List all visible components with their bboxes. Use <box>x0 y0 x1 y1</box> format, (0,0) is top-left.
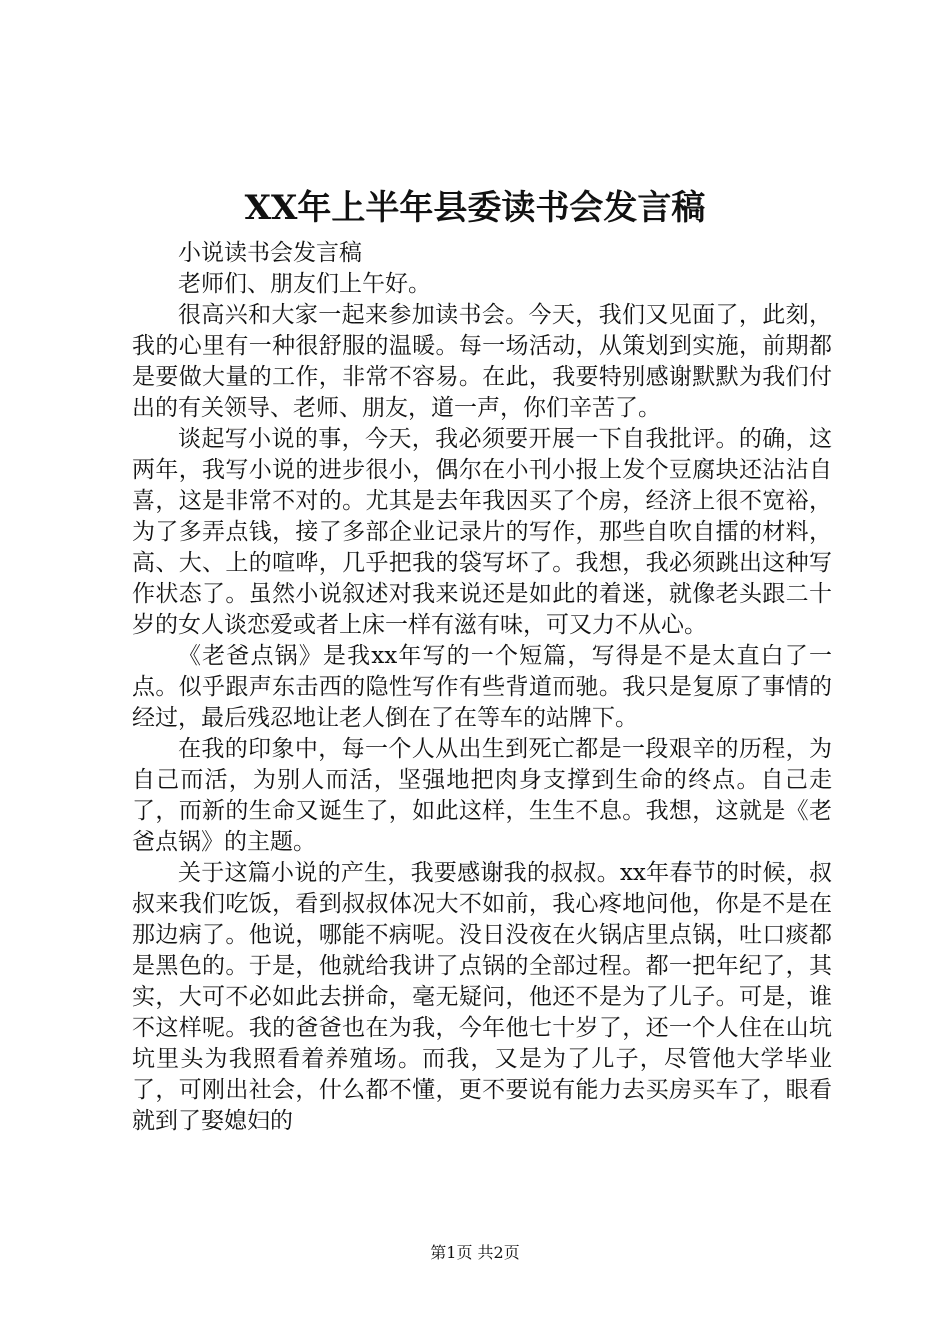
paragraph: 老师们、朋友们上午好。 <box>178 271 431 297</box>
paragraph: 《老爸点锅》是我xx年写的一个短篇，写得是不是太直白了一点。似乎跟声东击西的隐性写作有些背道而驰。我只是复原了事情的经过，最后残忍地让老人倒在了在等车的站牌下。 <box>132 643 832 731</box>
document-body <box>132 238 832 1137</box>
paragraph: 很高兴和大家一起来参加读书会。今天，我们又见面了，此刻，我的心里有一种很舒服的温暖。每一场活动，从策划到实施，前期都是要做大量的工作，非常不容易。在此，我要特别感谢默默为我们付出的有关领导、老师、朋友，道一声，你们辛苦了。 <box>132 302 832 421</box>
paragraph: 小说读书会发言稿 <box>178 240 362 266</box>
page-number-footer: 第1页 共2页 <box>430 1243 520 1262</box>
paragraph: 谈起写小说的事，今天，我必须要开展一下自我批评。的确，这两年，我写小说的进步很小，偶尔在小刊小报上发个豆腐块还沾沾自喜，这是非常不对的。尤其是去年我因买了个房，经济上很不宽裕，为了多弄点钱，接了多部企业记录片的写作，那些自吹自擂的材料，高、大、上的喧哗，几乎把我的袋写坏了。我想，我必须跳出这种写作状态了。虽然小说叙述对我来说还是如此的着迷，就像老头跟二十岁的女人谈恋爱或者上床一样有滋有味，可又力不从心。 <box>132 426 832 638</box>
paragraph: 在我的印象中，每一个人从出生到死亡都是一段艰辛的历程，为自己而活，为别人而活，坚强地把肉身支撑到生命的终点。自己走了，而新的生命又诞生了，如此这样，生生不息。我想，这就是《老爸点锅》的主题。 <box>132 736 832 855</box>
paragraph: 关于这篇小说的产生，我要感谢我的叔叔。xx年春节的时候，叔叔来我们吃饭，看到叔叔体况大不如前，我心疼地问他，你是不是在那边病了。他说，哪能不病呢。没日没夜在火锅店里点锅，吐口痰都是黑色的。于是，他就给我讲了点锅的全部过程。都一把年纪了，其实，大可不必如此去拼命，毫无疑问，他还不是为了儿子。可是，谁不这样呢。我的爸爸也在为我，今年他七十岁了，还一个人住在山坑坑里头为我照看着养殖场。而我，又是为了儿子，尽管他大学毕业了，可刚出社会，什么都不懂，更不要说有能力去买房买车了，眼看就到了娶媳妇的 <box>132 860 832 1134</box>
document-title: XX年上半年县委读书会发言稿 <box>244 188 706 228</box>
